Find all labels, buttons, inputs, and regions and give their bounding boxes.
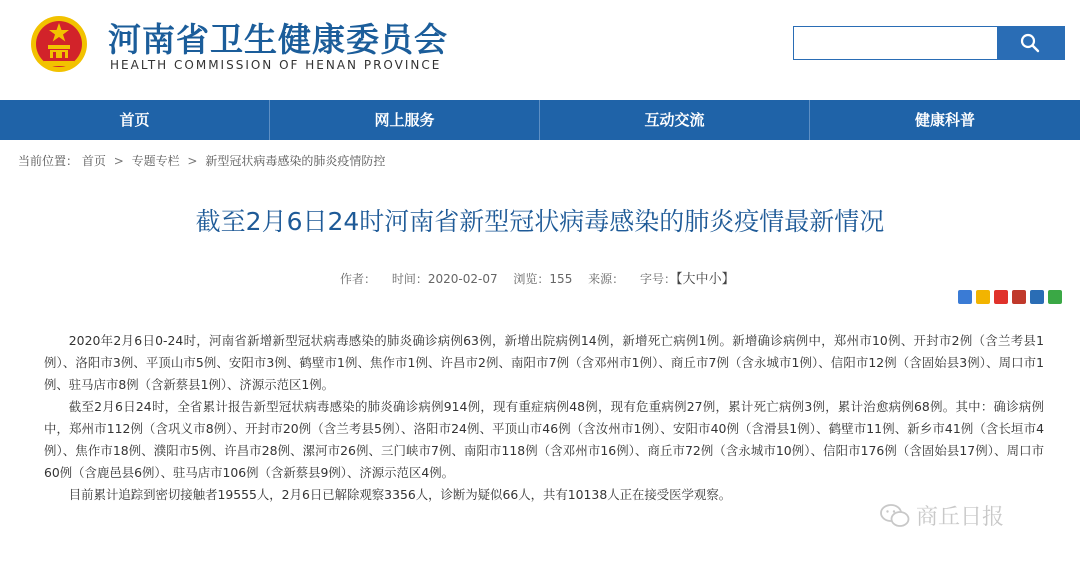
meta-fontsize-label: 字号： <box>640 272 677 286</box>
fontsize-bracket-close: 】 <box>721 272 735 287</box>
share-bar <box>958 290 1062 304</box>
share-plus-icon[interactable] <box>958 290 972 304</box>
nav-online-services[interactable]: 网上服务 <box>270 100 540 140</box>
breadcrumb-label: 当前位置： <box>18 154 79 168</box>
breadcrumb-home[interactable]: 首页 <box>81 154 106 168</box>
breadcrumb-special-column[interactable]: 专题专栏 <box>131 154 180 168</box>
site-header <box>0 0 1080 98</box>
article-paragraph: 目前累计追踪到密切接触者19555人，2月6日已解除观察3356人，诊断为疑似66人，共有10138人正在接受医学观察。 <box>68 487 732 502</box>
meta-source: 来源： <box>588 272 625 286</box>
fontsize-bracket-open: 【 <box>676 272 683 287</box>
site-title: 河南省卫生健康委员会 <box>108 20 448 59</box>
article-title: 截至2月6日24时河南省新型冠状病毒感染的肺炎疫情最新情况 <box>195 207 885 236</box>
fontsize-small-button[interactable]: 小 <box>708 272 722 287</box>
breadcrumb-separator: > <box>187 154 198 168</box>
watermark-text: 商丘日报 <box>916 505 1005 530</box>
meta-time: 时间：2020-02-07 <box>391 272 498 286</box>
fontsize-large-button[interactable]: 大 <box>682 272 696 287</box>
share-tencent-icon[interactable] <box>1030 290 1044 304</box>
article-paragraph: 截至2月6日24时，全省累计报告新型冠状病毒感染的肺炎确诊病例914例，现有重症病例48例，现有危重病例27例，累计死亡病例3例，累计治愈病例68例。其中：确诊病例中，郑州市112例（含巩义市8例）、开封市20例（含兰考县5例）、洛阳市24例、平顶山市46例（含汝州市1例）、安阳市40例（含滑县1例）、鹤壁市11例、新乡市41例（含长垣市4例）、焦作市18例、濮阳市5例、许昌市28例、漯河市26例、三门峡市7例、南阳市118例（含邓州市16例）、商丘市72例（含永城市10例）、信阳市176例（含固始县17例）、周口市60例（含鹿邑县6例）、驻马店市106例（含新蔡县9例）、济源示范区4例。 <box>44 399 1044 480</box>
search-icon <box>1020 33 1040 53</box>
share-wechat-icon[interactable] <box>1048 290 1062 304</box>
breadcrumb <box>18 152 385 169</box>
breadcrumb-separator: > <box>113 154 124 168</box>
fontsize-medium-button[interactable]: 中 <box>695 272 709 287</box>
wechat-icon <box>880 503 910 529</box>
nav-interaction[interactable]: 互动交流 <box>540 100 810 140</box>
search-input[interactable] <box>793 26 998 60</box>
site-subtitle: HEALTH COMMISSION OF HENAN PROVINCE <box>110 58 442 72</box>
article-paragraph: 2020年2月6日0-24时，河南省新增新型冠状病毒感染的肺炎确诊病例63例，新增出院病例14例，新增死亡病例1例。新增确诊病例中，郑州市10例、开封市2例（含兰考县1例）、洛阳市3例、平顶山市5例、安阳市3例、鹤壁市1例、焦作市1例、许昌市2例、南阳市7例（含邓州市1例）、商丘市7例（含永城市1例）、信阳市12例（含固始县3例）、周口市1例、驻马店市8例（含新蔡县1例）、济源示范区1例。 <box>44 333 1044 392</box>
search-button[interactable] <box>997 26 1065 60</box>
share-renren-icon[interactable] <box>1012 290 1026 304</box>
share-weibo-icon[interactable] <box>994 290 1008 304</box>
nav-health-science[interactable]: 健康科普 <box>914 111 975 129</box>
share-qzone-icon[interactable] <box>976 290 990 304</box>
article-body <box>44 330 1044 506</box>
nav-home[interactable]: 首页 <box>0 100 270 140</box>
main-nav <box>0 100 1080 140</box>
meta-author: 作者： <box>340 272 377 286</box>
breadcrumb-epidemic-control[interactable]: 新型冠状病毒感染的肺炎疫情防控 <box>205 154 386 168</box>
national-emblem-icon <box>30 15 88 73</box>
article-meta <box>340 268 735 287</box>
meta-views: 浏览：155 <box>513 272 573 286</box>
watermark <box>880 500 1004 531</box>
